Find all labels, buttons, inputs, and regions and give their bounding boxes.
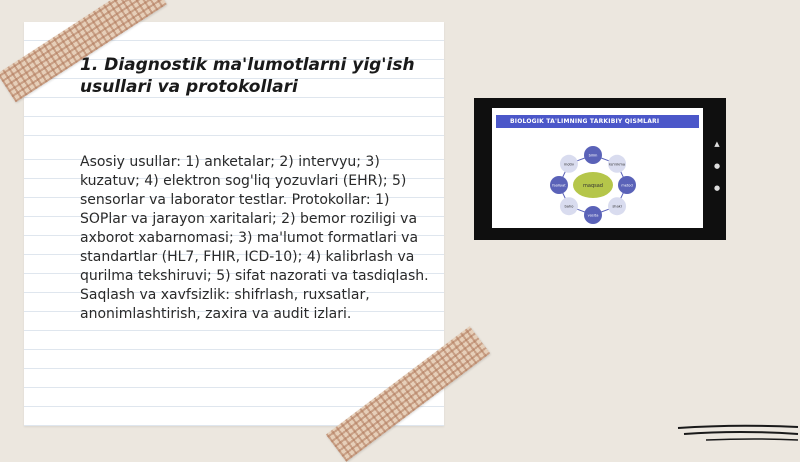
cycle-node-label: metod — [621, 183, 633, 188]
video-embed[interactable] — [474, 98, 726, 240]
slide-title: BIOLOGIK TA'LIMNING TARKIBIY QISMLARI — [496, 115, 699, 128]
video-controls[interactable] — [712, 140, 722, 200]
card-title: 1. Diagnostik ma'lumotlarni yig'ish usullari va protokollari — [80, 55, 415, 97]
cycle-node-label: faoliyat — [552, 183, 566, 188]
cycle-node-label: vosita — [587, 213, 599, 218]
chevron-up-icon[interactable]: ▲ — [714, 140, 720, 148]
center-node-label: maqsad — [583, 183, 603, 189]
video-slide[interactable] — [492, 108, 703, 228]
dot-icon[interactable]: ● — [713, 162, 721, 170]
cycle-node-label: shakl — [612, 204, 622, 209]
content-card — [24, 22, 444, 426]
cycle-node-label: baho — [564, 204, 574, 209]
cycle-diagram — [492, 132, 703, 228]
cycle-node-label: motiv — [563, 162, 575, 167]
decorative-lines — [676, 420, 800, 450]
dot-icon[interactable]: ● — [713, 184, 721, 192]
cycle-node-label: ko'nikma — [608, 162, 626, 167]
card-body-text: Asosiy usullar: 1) anketalar; 2) intervyu; 3) kuzatuv; 4) elektron sog'liq yozuvlari (EHR); 5) sensorlar va laborator testlar. Protokollar: 1) SOPlar va jarayon xaritalari; 2) bemor roziligi va axborot xabarnomasi; 3) ma'lumot formatlari va standartlar (HL7, FHIR, ICD-10); 4) kalibrlash va qurilma tekshiruvi; 5) sifat nazorati va tasdiqlash. Saqlash va xavfsizlik: shifrlash, ruxsatlar, anonimlashtirish, zaxira va audit izlari. — [80, 154, 429, 322]
cycle-node-label: bilim — [588, 153, 598, 158]
